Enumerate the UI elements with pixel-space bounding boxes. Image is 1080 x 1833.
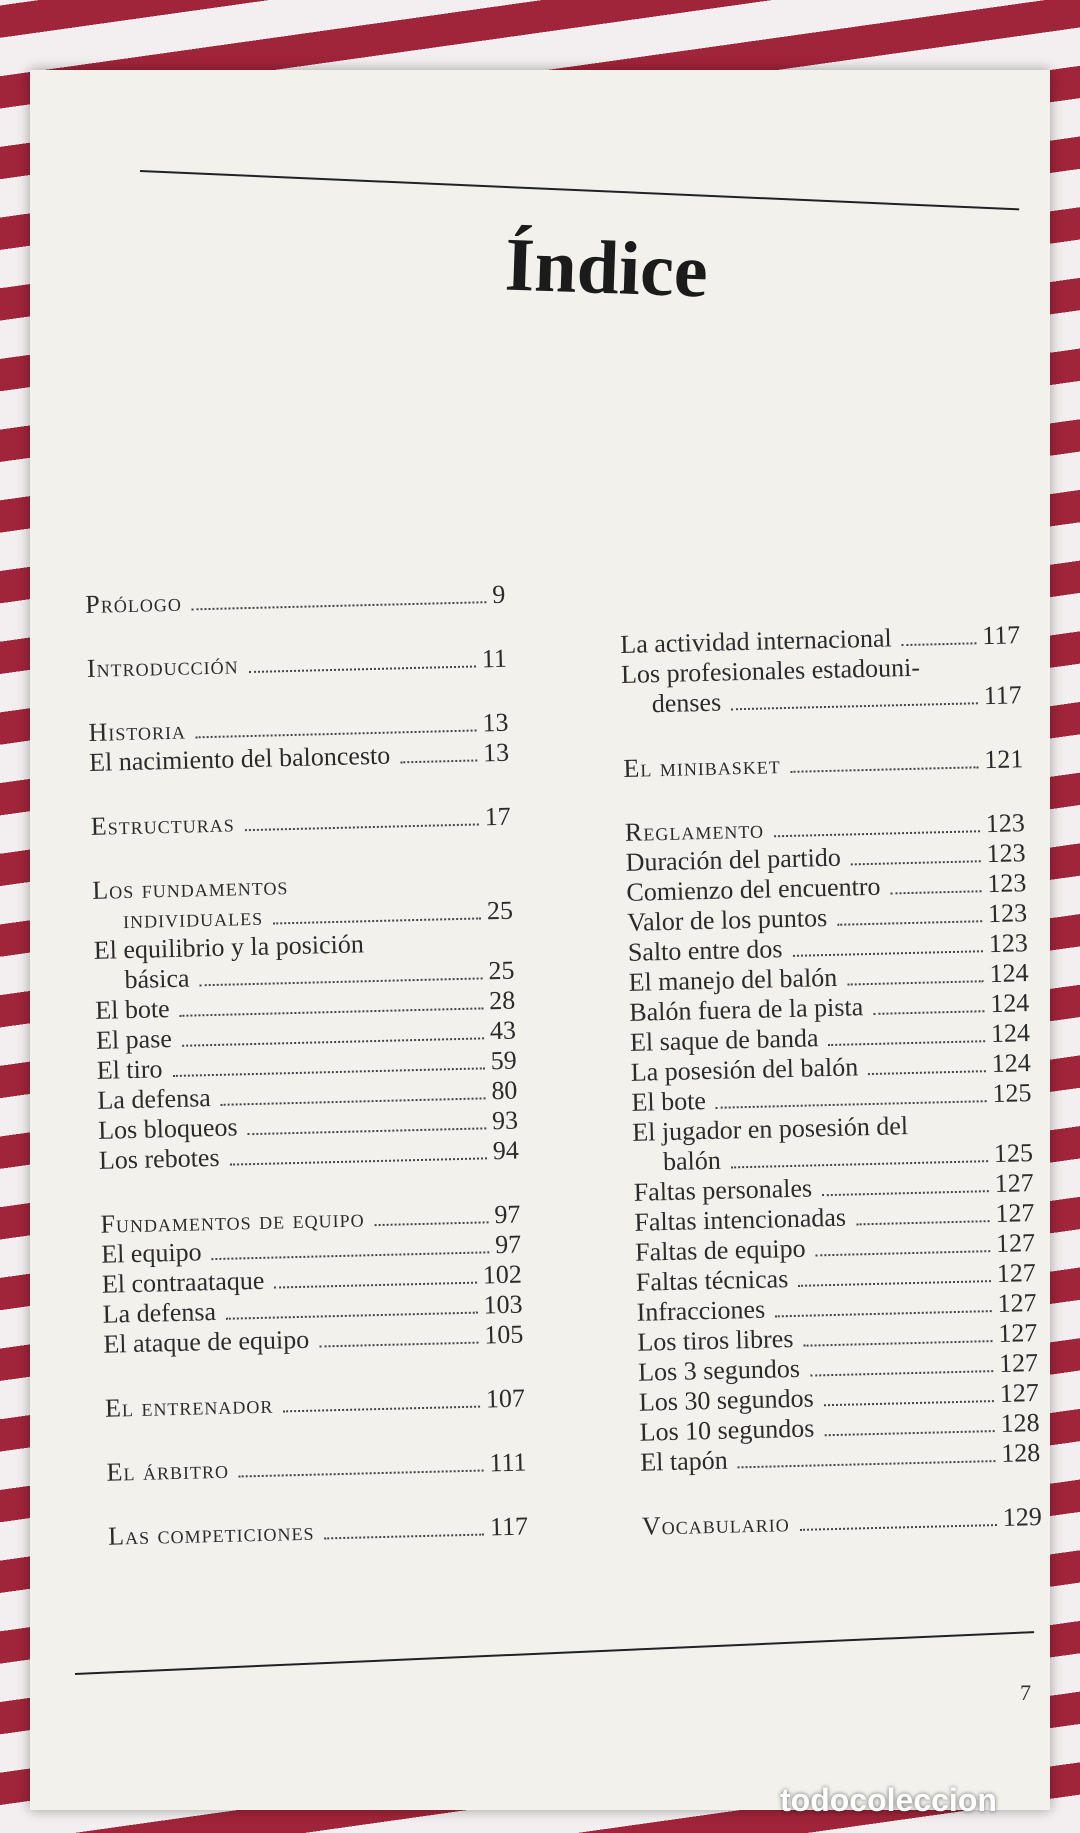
toc-entry-page: 17 bbox=[484, 801, 512, 832]
dot-leader bbox=[400, 759, 477, 763]
dot-leader bbox=[325, 1534, 485, 1540]
toc-entry-page: 127 bbox=[995, 1198, 1035, 1228]
toc-entry-page: 97 bbox=[494, 1199, 521, 1230]
toc-left-column bbox=[85, 580, 528, 1552]
dot-leader bbox=[793, 950, 983, 957]
toc-entry-label: Fundamentos de equipo bbox=[100, 1203, 365, 1239]
toc-entry-page: 127 bbox=[996, 1258, 1037, 1288]
dot-leader bbox=[804, 1340, 993, 1347]
toc-entry-label: Salto entre dos bbox=[627, 934, 783, 967]
toc-entry-page: 127 bbox=[998, 1348, 1039, 1378]
dot-leader bbox=[891, 890, 982, 894]
dot-leader bbox=[226, 1312, 478, 1320]
toc-entry-label: El jugador en posesión del bbox=[631, 1111, 909, 1147]
dot-leader bbox=[200, 977, 483, 986]
toc-entry-label: Faltas intencionadas bbox=[634, 1202, 847, 1237]
toc-entry-label: El entrenador bbox=[104, 1389, 274, 1423]
dot-leader bbox=[273, 917, 481, 924]
dot-leader bbox=[283, 1406, 480, 1413]
toc-entry-label: El ataque de equipo bbox=[103, 1324, 310, 1359]
dot-leader bbox=[245, 823, 479, 831]
dot-leader bbox=[851, 860, 981, 865]
toc-entry-page: 25 bbox=[486, 895, 514, 926]
toc-entry-label: El nacimiento del baloncesto bbox=[88, 740, 391, 777]
toc-entry-page: 127 bbox=[995, 1228, 1036, 1258]
toc-entry-label: El bote bbox=[94, 994, 170, 1025]
toc-entry-label: Reglamento bbox=[624, 814, 765, 847]
toc-entry-label: Introducción bbox=[86, 650, 239, 683]
toc-entry-page: 80 bbox=[491, 1075, 518, 1106]
dot-leader bbox=[196, 729, 477, 738]
toc-entry-label: Los fundamentos bbox=[91, 871, 289, 905]
toc-entry-label: Duración del partido bbox=[625, 842, 842, 877]
toc-entry-label: El equipo bbox=[100, 1237, 202, 1269]
toc-entry-page: 123 bbox=[988, 928, 1029, 959]
book-page bbox=[30, 70, 1050, 1810]
dot-leader bbox=[248, 1127, 487, 1135]
toc-entry-page: 105 bbox=[483, 1319, 524, 1350]
toc-entry-page: 123 bbox=[985, 808, 1026, 839]
dot-leader bbox=[731, 702, 978, 710]
toc-entry-page: 117 bbox=[981, 620, 1021, 651]
dot-leader bbox=[212, 1251, 490, 1260]
dot-leader bbox=[824, 1400, 994, 1406]
dot-leader bbox=[800, 1524, 997, 1531]
dot-leader bbox=[230, 1157, 487, 1165]
toc-entry-label: Los bloqueos bbox=[97, 1112, 238, 1145]
toc-entry-label: Las competiciones bbox=[107, 1516, 315, 1551]
top-rule bbox=[140, 170, 1019, 210]
toc-entry-label: individuales bbox=[122, 901, 264, 935]
toc-entry-page: 103 bbox=[483, 1289, 523, 1320]
toc-entry-page: 129 bbox=[1002, 1501, 1043, 1532]
toc-entry-page: 102 bbox=[482, 1259, 523, 1290]
toc-entry-page: 127 bbox=[997, 1288, 1037, 1318]
dot-leader bbox=[239, 1470, 484, 1478]
toc-entry-label: Infracciones bbox=[636, 1294, 766, 1327]
toc-entry-page: 9 bbox=[491, 579, 506, 610]
toc-right-column bbox=[620, 620, 1042, 1542]
toc-entry-page: 117 bbox=[983, 680, 1023, 711]
dot-leader bbox=[829, 1040, 986, 1046]
dot-leader bbox=[192, 601, 486, 610]
dot-leader bbox=[837, 920, 982, 926]
toc-entry-page: 28 bbox=[488, 985, 516, 1016]
toc-entry-page: 123 bbox=[986, 838, 1026, 869]
toc-entry-page: 13 bbox=[482, 707, 509, 738]
dot-leader bbox=[847, 980, 983, 985]
toc-entry-label: El equilibrio y la posición bbox=[93, 929, 365, 965]
toc-entry-label: El saque de banda bbox=[629, 1023, 819, 1057]
dot-leader bbox=[873, 1010, 984, 1015]
toc-entry-label: Estructuras bbox=[90, 808, 236, 841]
toc-entry-label: La actividad internacional bbox=[620, 623, 893, 659]
dot-leader bbox=[774, 830, 980, 837]
toc-entry-label: El minibasket bbox=[623, 750, 782, 783]
toc-entry-label: La defensa bbox=[97, 1083, 212, 1115]
toc-entry-label: El árbitro bbox=[106, 1454, 230, 1487]
toc-entry-page: 117 bbox=[489, 1511, 529, 1542]
toc-entry-page: 127 bbox=[994, 1168, 1034, 1199]
toc-entry-label: denses bbox=[651, 687, 722, 719]
toc-entry-label: Balón fuera de la pista bbox=[628, 992, 864, 1027]
dot-leader bbox=[856, 1220, 989, 1225]
toc-entry-page: 125 bbox=[993, 1138, 1034, 1169]
dot-leader bbox=[375, 1221, 489, 1226]
dot-leader bbox=[173, 1067, 485, 1077]
toc-entry-page: 59 bbox=[490, 1045, 517, 1076]
dot-leader bbox=[902, 642, 977, 646]
page-number: 7 bbox=[1020, 1680, 1031, 1705]
toc-entry-label: La defensa bbox=[102, 1297, 217, 1329]
dot-leader bbox=[274, 1282, 477, 1289]
toc-entry-label: La posesión del balón bbox=[630, 1052, 859, 1087]
watermark-logo: todocoleccion bbox=[780, 1782, 997, 1818]
dot-leader bbox=[822, 1190, 989, 1196]
dot-leader bbox=[182, 1037, 484, 1046]
toc-entry-label: Los 10 segundos bbox=[639, 1413, 815, 1447]
dot-leader bbox=[319, 1342, 478, 1348]
toc-entry-label: básica bbox=[124, 963, 190, 995]
toc-entry-page: 111 bbox=[489, 1447, 527, 1478]
dot-leader bbox=[716, 1100, 987, 1109]
toc-entry-page: 11 bbox=[481, 643, 508, 674]
toc-entry-page: 121 bbox=[983, 744, 1024, 775]
toc-entry-page: 93 bbox=[491, 1105, 519, 1136]
toc-entry-label: Prólogo bbox=[85, 587, 183, 619]
toc-entry-label: El pase bbox=[95, 1024, 173, 1055]
page-title: Índice bbox=[503, 222, 710, 314]
toc-entry-label: Los rebotes bbox=[98, 1142, 220, 1175]
bottom-rule bbox=[75, 1631, 1034, 1675]
dot-leader bbox=[731, 1160, 988, 1168]
toc-entry-page: 125 bbox=[992, 1078, 1032, 1109]
toc-entry-page: 124 bbox=[990, 1018, 1031, 1049]
dot-leader bbox=[791, 766, 979, 773]
toc-entry-label: Faltas de equipo bbox=[634, 1233, 806, 1267]
dot-leader bbox=[249, 665, 476, 673]
dot-leader bbox=[180, 1007, 484, 1016]
toc-entry-label: El tiro bbox=[96, 1054, 163, 1085]
toc-entry-page: 128 bbox=[1000, 1437, 1041, 1468]
toc-entry-page: 124 bbox=[991, 1048, 1032, 1079]
dot-leader bbox=[868, 1070, 986, 1075]
toc-entry-label: Historia bbox=[88, 715, 187, 747]
toc-entry-page: 43 bbox=[489, 1015, 517, 1046]
toc-entry-label: Los tiros libres bbox=[637, 1323, 794, 1357]
toc-entry-page: 127 bbox=[999, 1378, 1040, 1408]
dot-leader bbox=[810, 1370, 993, 1376]
toc-entry-label: Valor de los puntos bbox=[626, 903, 828, 937]
toc-entry-label: Faltas técnicas bbox=[635, 1264, 789, 1297]
toc-entry-page: 124 bbox=[989, 958, 1029, 989]
toc-entry-page: 107 bbox=[485, 1383, 526, 1414]
toc-entry-label: El bote bbox=[631, 1086, 707, 1117]
toc-entry-label: Faltas personales bbox=[633, 1173, 813, 1207]
dot-leader bbox=[816, 1250, 991, 1256]
toc-entry-page: 13 bbox=[482, 737, 510, 768]
toc-entry-page: 123 bbox=[987, 898, 1028, 929]
toc-entry-page: 94 bbox=[492, 1135, 520, 1166]
toc-entry-page: 128 bbox=[1000, 1407, 1040, 1438]
toc-entry-page: 97 bbox=[494, 1229, 522, 1260]
toc-entry-label: balón bbox=[662, 1145, 722, 1177]
toc-entry-label: Los 30 segundos bbox=[638, 1383, 814, 1417]
dot-leader bbox=[824, 1430, 994, 1436]
toc-entry-label: Comienzo del encuentro bbox=[626, 871, 881, 907]
toc-entry-label: Los 3 segundos bbox=[637, 1353, 801, 1387]
toc-entry-page: 25 bbox=[488, 955, 515, 986]
toc-entry-label: El tapón bbox=[639, 1445, 729, 1477]
toc-entry-page: 124 bbox=[989, 988, 1030, 1019]
toc-entry-label: Los profesionales estadouni- bbox=[620, 652, 921, 689]
toc-entry-page: 127 bbox=[997, 1318, 1038, 1348]
dot-leader bbox=[775, 1310, 991, 1317]
dot-leader bbox=[221, 1097, 486, 1105]
toc-entry-label: El manejo del balón bbox=[628, 962, 838, 997]
dot-leader bbox=[738, 1460, 996, 1468]
toc-entry-label: El contraataque bbox=[101, 1265, 265, 1299]
toc-entry-label: Vocabulario bbox=[641, 1508, 790, 1541]
dot-leader bbox=[798, 1280, 991, 1287]
toc-entry-page: 123 bbox=[986, 868, 1027, 899]
